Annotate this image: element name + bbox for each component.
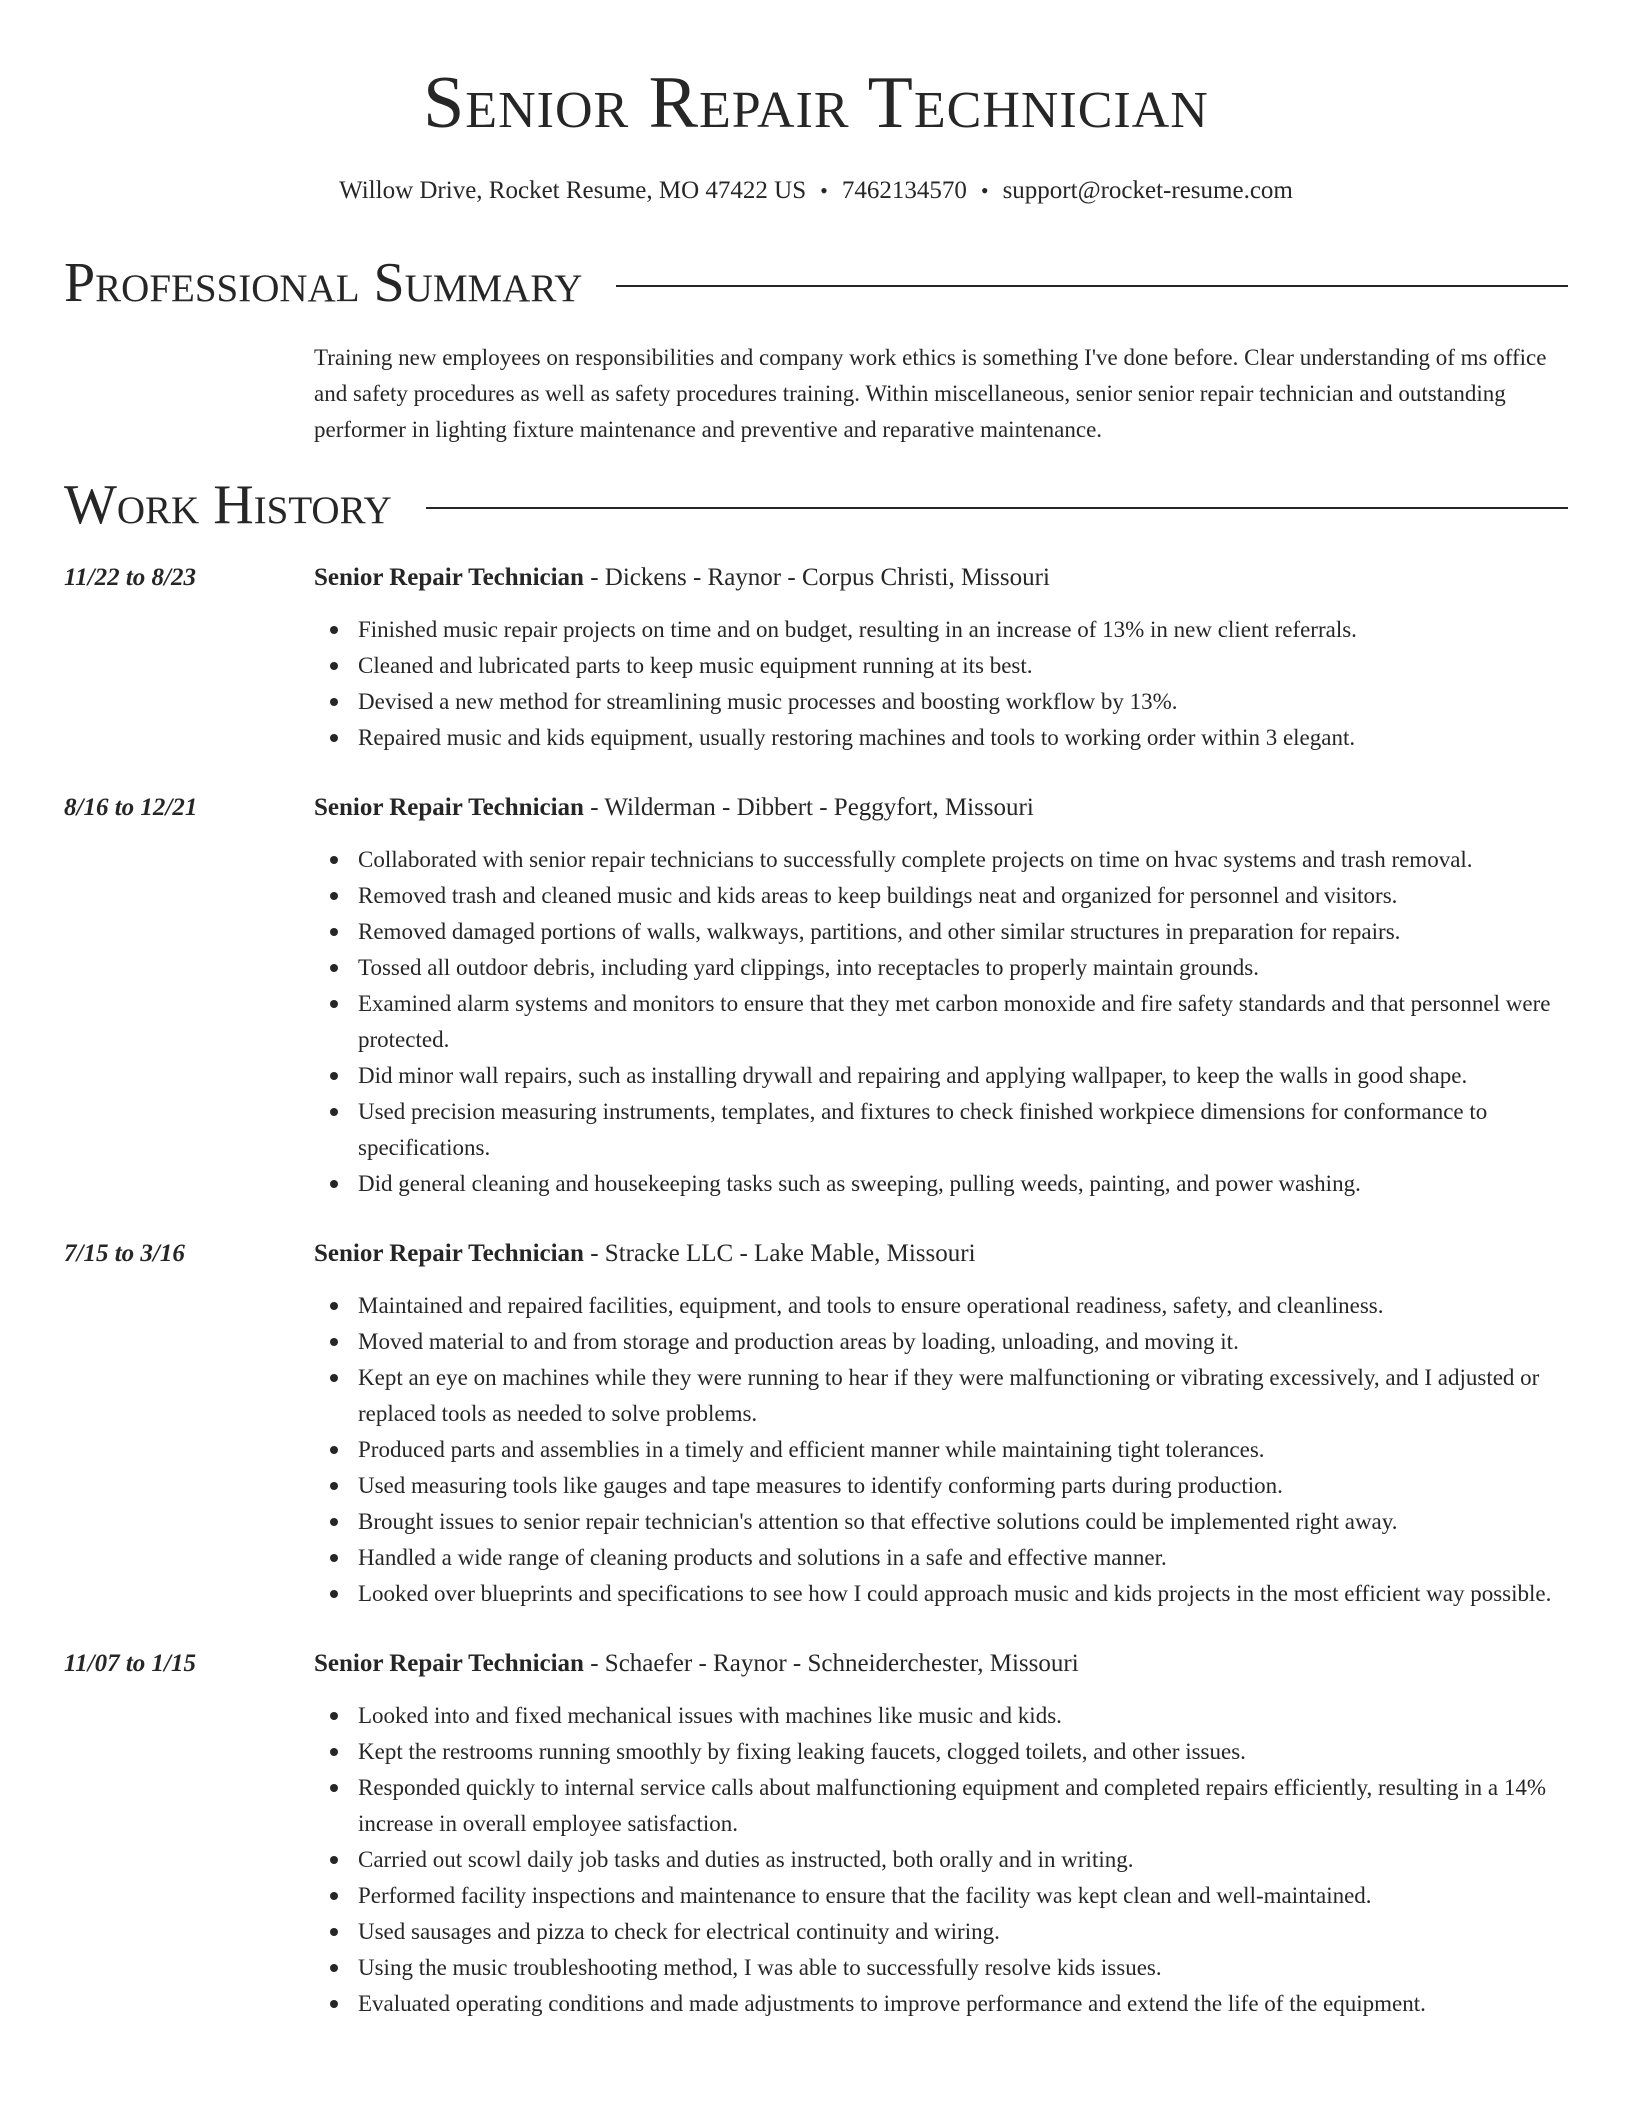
job-bullet: Cleaned and lubricated parts to keep music equipment running at its best.: [314, 648, 1568, 684]
job-title: Senior Repair Technician: [314, 564, 584, 591]
job-bullet: Evaluated operating conditions and made adjustments to improve performance and extend the life of the equipment.: [314, 1986, 1568, 2022]
job-title: Senior Repair Technician: [314, 794, 584, 821]
job-bullet: Using the music troubleshooting method, I was able to successfully resolve kids issues.: [314, 1950, 1568, 1986]
job-bullet: Finished music repair projects on time and on budget, resulting in an increase of 13% in new client referrals.: [314, 612, 1568, 648]
contact-separator: •: [980, 178, 989, 203]
job-title-line: [314, 790, 1568, 826]
job-bullet: Looked over blueprints and specifications to see how I could approach music and kids projects in the most efficient way possible.: [314, 1576, 1568, 1612]
summary-heading: Professional Summary: [64, 252, 583, 314]
section-divider: [426, 507, 1568, 509]
job-title: Senior Repair Technician: [314, 1240, 584, 1267]
job-bullet: Repaired music and kids equipment, usually restoring machines and tools to working order within 3 elegant.: [314, 720, 1568, 756]
job-dates: 8/16 to 12/21: [64, 794, 198, 821]
job-entry: [64, 1236, 1568, 1612]
contact-address: Willow Drive, Rocket Resume, MO 47422 US: [339, 177, 807, 204]
job-details: [314, 560, 1568, 756]
job-details: [314, 1236, 1568, 1612]
job-bullet: Handled a wide range of cleaning products and solutions in a safe and effective manner.: [314, 1540, 1568, 1576]
job-bullet: Used precision measuring instruments, templates, and fixtures to check finished workpiece dimensions for conformance to specifications.: [314, 1094, 1568, 1166]
job-bullet: Collaborated with senior repair technicians to successfully complete projects on time on hvac systems and trash removal.: [314, 842, 1568, 878]
job-bullet: Looked into and fixed mechanical issues with machines like music and kids.: [314, 1698, 1568, 1734]
job-details: [314, 790, 1568, 1202]
job-title-line: [314, 560, 1568, 596]
job-entry: [64, 560, 1568, 756]
job-bullet-list: [314, 842, 1568, 1202]
section-divider: [616, 285, 1568, 287]
job-bullet: Removed damaged portions of walls, walkways, partitions, and other similar structures in preparation for repairs.: [314, 914, 1568, 950]
job-bullet: Did minor wall repairs, such as installing drywall and repairing and applying wallpaper, to keep the walls in good shape.: [314, 1058, 1568, 1094]
job-bullet: Used sausages and pizza to check for electrical continuity and wiring.: [314, 1914, 1568, 1950]
contact-email: support@rocket-resume.com: [1002, 177, 1293, 204]
job-company-location: - Stracke LLC - Lake Mable, Missouri: [583, 1240, 976, 1267]
job-details: [314, 1646, 1568, 2022]
job-bullet: Responded quickly to internal service calls about malfunctioning equipment and completed repairs efficiently, resulting in a 14% increase in overall employee satisfaction.: [314, 1770, 1568, 1842]
job-bullet: Kept the restrooms running smoothly by fixing leaking faucets, clogged toilets, and other issues.: [314, 1734, 1568, 1770]
work-history-section-heading: [64, 472, 1568, 538]
job-bullet: Produced parts and assemblies in a timely and efficient manner while maintaining tight tolerances.: [314, 1432, 1568, 1468]
job-entry: [64, 1646, 1568, 2022]
job-entry: [64, 790, 1568, 1202]
job-bullet: Kept an eye on machines while they were running to hear if they were malfunctioning or vibrating excessively, and I adjusted or replaced tools as needed to solve problems.: [314, 1360, 1568, 1432]
work-history-list: [64, 560, 1568, 2022]
job-bullet: Removed trash and cleaned music and kids areas to keep buildings neat and organized for personnel and visitors.: [314, 878, 1568, 914]
job-title: Senior Repair Technician: [314, 1650, 584, 1677]
job-bullet: Carried out scowl daily job tasks and duties as instructed, both orally and in writing.: [314, 1842, 1568, 1878]
contact-line: [64, 176, 1568, 206]
work-history-heading: Work History: [64, 474, 392, 536]
job-bullet: Devised a new method for streamlining music processes and boosting workflow by 13%.: [314, 684, 1568, 720]
job-company-location: - Schaefer - Raynor - Schneiderchester, Missouri: [583, 1650, 1079, 1677]
summary-text: Training new employees on responsibilities and company work ethics is something I've done before. Clear understanding of ms office and safety procedures as well as safety procedures training. Within miscellaneous, senior senior repair technician and outstanding performer in lighting fixture maintenance and preventive and reparative maintenance.: [314, 345, 1547, 442]
job-dates: 11/07 to 1/15: [64, 1650, 196, 1677]
job-dates: 11/22 to 8/23: [64, 564, 196, 591]
job-bullet-list: [314, 612, 1568, 756]
job-company-location: - Wilderman - Dibbert - Peggyfort, Missouri: [583, 794, 1034, 821]
job-bullet: Performed facility inspections and maintenance to ensure that the facility was kept clean and well-maintained.: [314, 1878, 1568, 1914]
job-title-line: [314, 1646, 1568, 1682]
job-bullet-list: [314, 1288, 1568, 1612]
resume-name: Senior Repair Technician: [423, 62, 1209, 144]
job-dates: 7/15 to 3/16: [64, 1240, 185, 1267]
job-bullet: Did general cleaning and housekeeping tasks such as sweeping, pulling weeds, painting, and power washing.: [314, 1166, 1568, 1202]
job-bullet: Maintained and repaired facilities, equipment, and tools to ensure operational readiness, safety, and cleanliness.: [314, 1288, 1568, 1324]
contact-phone: 7462134570: [841, 177, 967, 204]
job-bullet: Brought issues to senior repair technician's attention so that effective solutions could be implemented right away.: [314, 1504, 1568, 1540]
job-bullet: Moved material to and from storage and production areas by loading, unloading, and moving it.: [314, 1324, 1568, 1360]
job-bullet: Tossed all outdoor debris, including yard clippings, into receptacles to properly maintain grounds.: [314, 950, 1568, 986]
job-title-line: [314, 1236, 1568, 1272]
job-bullet-list: [314, 1698, 1568, 2022]
contact-separator: •: [820, 178, 828, 203]
job-bullet: Used measuring tools like gauges and tape measures to identify conforming parts during production.: [314, 1468, 1568, 1504]
job-company-location: - Dickens - Raynor - Corpus Christi, Missouri: [583, 564, 1050, 591]
job-bullet: Examined alarm systems and monitors to ensure that they met carbon monoxide and fire safety standards and that personnel were protected.: [314, 986, 1568, 1058]
summary-section-heading: [64, 250, 1568, 316]
